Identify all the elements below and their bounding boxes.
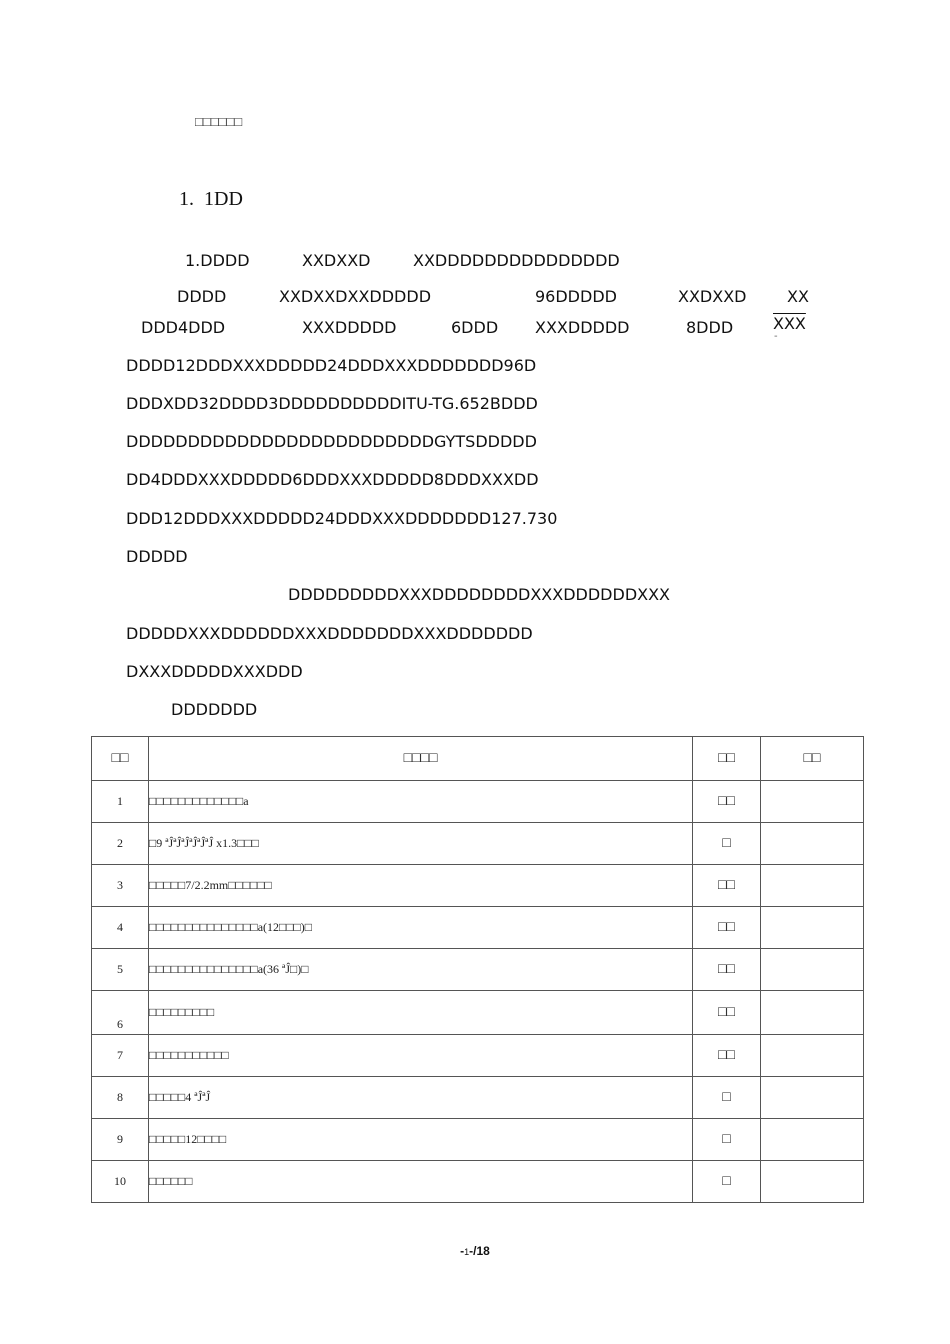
table-row [92, 865, 864, 907]
row-quantity [761, 823, 864, 865]
row-number: 5 [92, 949, 149, 991]
body-line-3: DDDDDDDDDDDDDDDDDDDDDDDDDGYTSDDDDD [126, 432, 537, 451]
document-title: □□□□□□ [195, 114, 243, 129]
para2-line-1: DDDDDDDDDXXXDDDDDDDDXXXDDDDDDXXX [288, 585, 671, 604]
para2-line-3: DXXXDDDDDXXXDDD [126, 662, 303, 681]
row-item: □□□□□□□□□ [149, 991, 693, 1035]
section-heading: 1. 1DD [179, 188, 243, 210]
body-line-6: DDDDD [126, 547, 188, 566]
row-unit: □ [693, 1161, 761, 1203]
para1-row2-part1: DDDD [177, 287, 227, 306]
table-row [92, 1035, 864, 1077]
page-total: -/18 [469, 1244, 490, 1258]
table-row [92, 1119, 864, 1161]
body-line-5: DDD12DDDXXXDDDDD24DDDXXXDDDDDDD127.730 [126, 509, 558, 528]
table-row [92, 1077, 864, 1119]
header-quantity: □□ [761, 737, 864, 781]
row-item: □□□□□12□□□□ [149, 1119, 693, 1161]
para1-row3-part2: XXXDDDDD [302, 318, 397, 337]
page-number: 1 [464, 1247, 470, 1257]
page-number-prefix: - [460, 1244, 465, 1258]
page-footer [0, 1244, 950, 1258]
table-row [92, 823, 864, 865]
row-quantity [761, 1119, 864, 1161]
header-item: □□□□ [149, 737, 693, 781]
row-item: □□□□□□□□□□□□□□□a(36 ªĴ□)□ [149, 949, 693, 991]
para1-row2-part2: XXDXXDXXDDDDD [279, 287, 432, 306]
row-unit: □ [693, 823, 761, 865]
para1-row3-marker: - [774, 331, 778, 342]
row-unit: □□ [693, 865, 761, 907]
row-item: □□□□□□ [149, 1161, 693, 1203]
row-number: 4 [92, 907, 149, 949]
para1-row1-part3: XXDDDDDDDDDDDDDDD [413, 251, 620, 270]
para2-line-4: DDDDDDD [171, 700, 258, 719]
row-item: □9 ªĴªĴªĴªĴªĴªĴ x1.3□□□ [149, 823, 693, 865]
table-row [92, 991, 864, 1035]
row-number: 8 [92, 1077, 149, 1119]
row-unit: □□ [693, 1035, 761, 1077]
para1-row3-part1: DDD4DDD [141, 318, 226, 337]
body-line-1: DDDD12DDDXXXDDDDD24DDDXXXDDDDDDD96D [126, 356, 537, 375]
body-line-2: DDDXDD32DDDD3DDDDDDDDDDITU-TG.652BDDD [126, 394, 538, 413]
row-item: □□□□□□□□□□□□□□□a(12□□□)□ [149, 907, 693, 949]
para1-row1-part2: XXDXXD [302, 251, 371, 270]
para1-row3-part6: $\overline{XXX}$ [773, 314, 806, 333]
row-quantity [761, 1035, 864, 1077]
row-unit: □□ [693, 949, 761, 991]
para1-row3-part3: 6DDD [451, 318, 499, 337]
row-unit: □ [693, 1077, 761, 1119]
row-unit: □□ [693, 991, 761, 1035]
equipment-table [91, 736, 864, 1203]
row-item: □□□□□4 ªĴªĴ [149, 1077, 693, 1119]
body-line-4: DD4DDDXXXDDDDD6DDDXXXDDDDD8DDDXXXDD [126, 470, 539, 489]
row-item: □□□□□7/2.2mm□□□□□□ [149, 865, 693, 907]
row-number: 6 [92, 991, 149, 1035]
row-quantity [761, 1161, 864, 1203]
row-quantity [761, 1077, 864, 1119]
para1-row2-part3: 96DDDDD [535, 287, 617, 306]
row-item: □□□□□□□□□□□□□a [149, 781, 693, 823]
row-unit: □ [693, 1119, 761, 1161]
row-unit: □□ [693, 907, 761, 949]
row-quantity [761, 949, 864, 991]
table-header-row [92, 737, 864, 781]
row-unit: □□ [693, 781, 761, 823]
row-quantity [761, 907, 864, 949]
row-item: □□□□□□□□□□□ [149, 1035, 693, 1077]
row-number: 9 [92, 1119, 149, 1161]
row-quantity [761, 865, 864, 907]
para1-row2-part4: XXDXXD [678, 287, 747, 306]
table-row [92, 781, 864, 823]
row-quantity [761, 991, 864, 1035]
row-number: 7 [92, 1035, 149, 1077]
table-row [92, 1161, 864, 1203]
table-row [92, 949, 864, 991]
para1-row3-part5: 8DDD [686, 318, 734, 337]
row-quantity [761, 781, 864, 823]
para1-row3-part4: XXXDDDDD [535, 318, 630, 337]
row-number: 1 [92, 781, 149, 823]
header-unit: □□ [693, 737, 761, 781]
row-number: 10 [92, 1161, 149, 1203]
para1-row1-part1: 1.DDDD [185, 251, 250, 270]
table-row [92, 907, 864, 949]
header-number: □□ [92, 737, 149, 781]
row-number: 3 [92, 865, 149, 907]
para2-line-2: DDDDDXXXDDDDDDXXXDDDDDDDXXXDDDDDDD [126, 624, 533, 643]
para1-row2-part5: XX [787, 287, 809, 306]
row-number: 2 [92, 823, 149, 865]
